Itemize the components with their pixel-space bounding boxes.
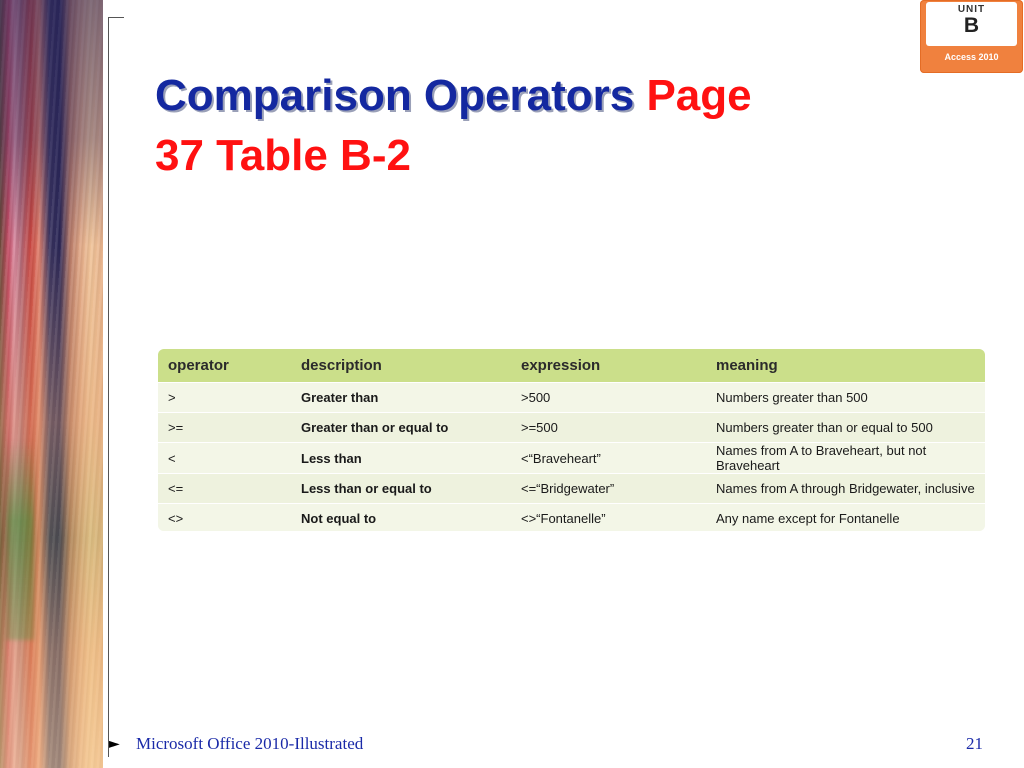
cell-expression: <=“Bridgewater” xyxy=(511,474,706,504)
cell-expression: >=500 xyxy=(511,413,706,443)
slide-border-line xyxy=(108,17,109,757)
table-row xyxy=(158,474,985,504)
unit-badge xyxy=(920,0,1023,73)
table-row xyxy=(158,383,985,413)
slide-border-corner xyxy=(108,17,124,18)
title-page-ref: Page xyxy=(646,71,752,120)
cell-operator: <> xyxy=(158,504,291,532)
table-row xyxy=(158,504,985,532)
cell-description: Greater than xyxy=(291,383,511,413)
cell-meaning: Names from A through Bridgewater, inclusive xyxy=(706,474,985,504)
table-header-row xyxy=(158,349,985,383)
cell-description: Less than or equal to xyxy=(291,474,511,504)
cell-meaning: Any name except for Fontanelle xyxy=(706,504,985,532)
header-description: description xyxy=(301,357,382,374)
cell-operator: > xyxy=(158,383,291,413)
cell-operator: >= xyxy=(158,413,291,443)
table-row xyxy=(158,443,985,474)
unit-letter: B xyxy=(963,14,980,37)
slide-title xyxy=(155,66,915,186)
header-meaning: meaning xyxy=(716,357,778,374)
title-main: Comparison Operators xyxy=(155,71,635,120)
decorative-paint-accent xyxy=(6,440,34,640)
cell-description: Less than xyxy=(291,443,511,474)
cell-expression: <“Braveheart” xyxy=(511,443,706,474)
cell-expression: <>“Fontanelle” xyxy=(511,504,706,532)
decorative-paint-overlay xyxy=(0,0,103,768)
footer-arrow-icon: ► xyxy=(109,736,120,752)
comparison-operators-table xyxy=(158,349,985,531)
operators-table xyxy=(158,349,985,531)
cell-meaning: Numbers greater than 500 xyxy=(706,383,985,413)
unit-product-label: Access 2010 xyxy=(944,52,999,62)
title-table-ref: 37 Table B-2 xyxy=(155,131,411,180)
header-operator: operator xyxy=(168,357,229,374)
cell-description: Not equal to xyxy=(291,504,511,532)
cell-operator: <= xyxy=(158,474,291,504)
footer-text: Microsoft Office 2010-Illustrated xyxy=(136,734,364,753)
unit-word: UNIT xyxy=(957,4,986,15)
table-row xyxy=(158,413,985,443)
cell-meaning: Numbers greater than or equal to 500 xyxy=(706,413,985,443)
header-expression: expression xyxy=(521,357,601,374)
cell-operator: < xyxy=(158,443,291,474)
cell-description: Greater than or equal to xyxy=(291,413,511,443)
unit-badge-inner xyxy=(926,2,1017,46)
cell-meaning: Names from A to Braveheart, but not Braveheart xyxy=(706,443,985,474)
page-number: 21 xyxy=(966,734,983,753)
cell-expression: >500 xyxy=(511,383,706,413)
